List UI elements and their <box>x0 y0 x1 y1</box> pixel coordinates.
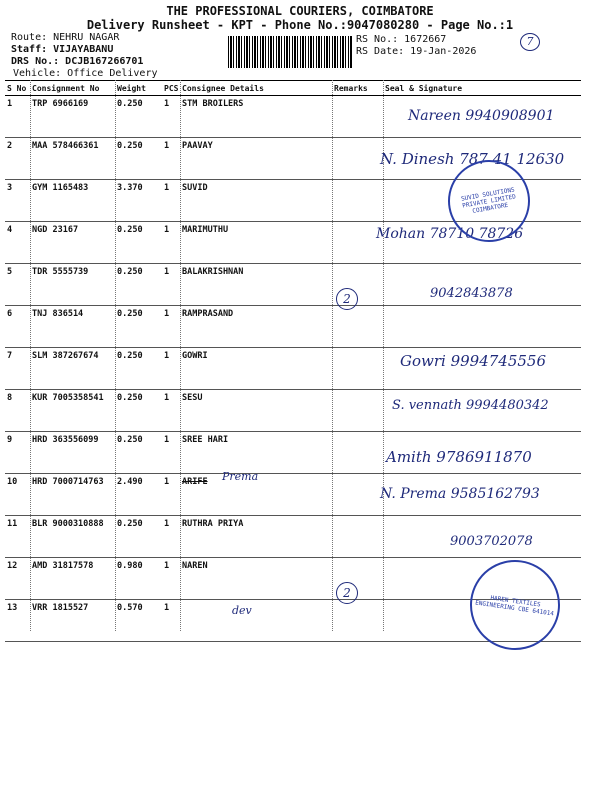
row-pcs: 1 <box>162 180 180 222</box>
row-consignee: SUVID <box>180 180 332 222</box>
table-header-row <box>5 81 581 96</box>
col-weight: Weight <box>115 81 162 96</box>
row-consignee: RAMPRASAND <box>180 306 332 348</box>
table-row <box>5 306 581 348</box>
row-remarks <box>332 306 383 348</box>
vehicle-label: Vehicle: Office Delivery <box>13 68 158 79</box>
row-consignment: TRP 6966169 <box>30 96 115 138</box>
row-pcs: 1 <box>162 306 180 348</box>
handwritten-signature: N. Dinesh 787 41 12630 <box>380 150 565 168</box>
row-consignment: SLM 387267674 <box>30 348 115 390</box>
row-consignee: RUTHRA PRIYA <box>180 516 332 558</box>
handwritten-signature: Gowri 9994745556 <box>400 352 547 370</box>
row-sno: 9 <box>5 432 30 474</box>
row-weight: 0.250 <box>115 222 162 264</box>
row-consignee <box>180 600 332 642</box>
row-consignment: VRR 1815527 <box>30 600 115 642</box>
row-remarks <box>332 516 383 558</box>
row-weight: 0.250 <box>115 516 162 558</box>
row-consignee: PAAVAY <box>180 138 332 180</box>
row-remarks <box>332 96 383 138</box>
column-divider <box>332 80 333 631</box>
row-weight: 0.250 <box>115 306 162 348</box>
row-weight: 0.250 <box>115 432 162 474</box>
row-sno: 5 <box>5 264 30 306</box>
row-sno: 13 <box>5 600 30 642</box>
row-pcs: 1 <box>162 96 180 138</box>
col-remarks: Remarks <box>332 81 383 96</box>
barcode <box>228 36 352 68</box>
row-pcs: 1 <box>162 264 180 306</box>
row-consignee: STM BROILERS <box>180 96 332 138</box>
row-sno: 6 <box>5 306 30 348</box>
row-pcs: 1 <box>162 474 180 516</box>
column-divider <box>30 80 31 631</box>
row-remarks <box>332 390 383 432</box>
handwritten-signature: 9003702078 <box>450 534 533 549</box>
col-pcs: PCS <box>162 81 180 96</box>
row-consignment: HRD 363556099 <box>30 432 115 474</box>
row-sno: 8 <box>5 390 30 432</box>
row-consignee: MARIMUTHU <box>180 222 332 264</box>
count-mark: 2 <box>336 288 358 310</box>
col-signature: Seal & Signature <box>383 81 581 96</box>
row-consignment: HRD 7000714763 <box>30 474 115 516</box>
row-consignment: KUR 7005358541 <box>30 390 115 432</box>
row-remarks <box>332 348 383 390</box>
handwritten-signature: N. Prema 9585162793 <box>380 486 540 502</box>
row-weight: 0.250 <box>115 390 162 432</box>
row-sno: 4 <box>5 222 30 264</box>
column-divider <box>115 80 116 631</box>
row-pcs: 1 <box>162 348 180 390</box>
route-label: Route: NEHRU NAGAR <box>11 32 120 43</box>
row-pcs: 1 <box>162 390 180 432</box>
row-weight: 2.490 <box>115 474 162 516</box>
seal-text: SUVID SOLUTIONS PRIVATE LIMITED COIMBATORE <box>460 185 517 215</box>
row-remarks <box>332 432 383 474</box>
row-consignee: GOWRI <box>180 348 332 390</box>
row-pcs: 1 <box>162 138 180 180</box>
row-weight: 0.250 <box>115 264 162 306</box>
rs-date: RS Date: 19-Jan-2026 <box>356 46 477 57</box>
row-consignment: TNJ 836514 <box>30 306 115 348</box>
row-weight: 3.370 <box>115 180 162 222</box>
row-sno: 3 <box>5 180 30 222</box>
runsheet-title: THE PROFESSIONAL COURIERS, COIMBATORE <box>166 4 434 18</box>
row-sno: 2 <box>5 138 30 180</box>
row-weight: 0.250 <box>115 348 162 390</box>
row-weight: 0.250 <box>115 138 162 180</box>
rs-number: RS No.: 1672667 <box>356 34 447 45</box>
row-consignee: NAREN <box>180 558 332 600</box>
row-sno: 10 <box>5 474 30 516</box>
row-consignee: BALAKRISHNAN <box>180 264 332 306</box>
column-divider <box>180 80 181 631</box>
row-consignment: GYM 1165483 <box>30 180 115 222</box>
handwritten-signature: 9042843878 <box>430 286 513 301</box>
row-remarks <box>332 600 383 642</box>
count-mark: 2 <box>336 582 358 604</box>
staff-label: Staff: VIJAYABANU <box>11 44 114 55</box>
row-consignee: SESU <box>180 390 332 432</box>
drs-number: DRS No.: DCJB167266701 <box>11 56 144 67</box>
handwritten-signature: Nareen 9940908901 <box>408 108 555 124</box>
row-pcs: 1 <box>162 558 180 600</box>
row-weight: 0.250 <box>115 96 162 138</box>
handwritten-remark: Prema <box>222 470 259 483</box>
handwritten-signature: Mohan 78710 78726 <box>376 226 524 242</box>
row-consignment: AMD 31817578 <box>30 558 115 600</box>
row-pcs: 1 <box>162 516 180 558</box>
row-weight: 0.980 <box>115 558 162 600</box>
col-consignment: Consignment No <box>30 81 115 96</box>
row-sno: 7 <box>5 348 30 390</box>
handwritten-signature: S. vennath 9994480342 <box>392 398 549 413</box>
row-consignment: TDR 5555739 <box>30 264 115 306</box>
row-weight: 0.570 <box>115 600 162 642</box>
struck-consignee: ARIFE <box>182 477 208 487</box>
row-sno: 1 <box>5 96 30 138</box>
row-sno: 12 <box>5 558 30 600</box>
row-pcs: 1 <box>162 432 180 474</box>
row-pcs: 1 <box>162 600 180 642</box>
row-consignment: BLR 9000310888 <box>30 516 115 558</box>
handwritten-signature: Amith 9786911870 <box>386 448 532 466</box>
row-remarks <box>332 180 383 222</box>
row-sno: 11 <box>5 516 30 558</box>
row-consignee: SREE HARI <box>180 432 332 474</box>
row-consignment: NGD 23167 <box>30 222 115 264</box>
row-consignment: MAA 578466361 <box>30 138 115 180</box>
row-remarks <box>332 138 383 180</box>
row-signature <box>383 306 581 348</box>
runsheet-subtitle: Delivery Runsheet - KPT - Phone No.:9047080280 - Page No.:1 <box>86 18 514 32</box>
row-remarks <box>332 474 383 516</box>
col-consignee: Consignee Details <box>180 81 332 96</box>
row-pcs: 1 <box>162 222 180 264</box>
handwritten-name: dev <box>232 604 252 617</box>
page-circle-mark: 7 <box>520 33 540 51</box>
col-sno: S No <box>5 81 30 96</box>
seal-text: HAREN TEXTILES ENGINEERING CBE 641014 <box>474 594 555 618</box>
